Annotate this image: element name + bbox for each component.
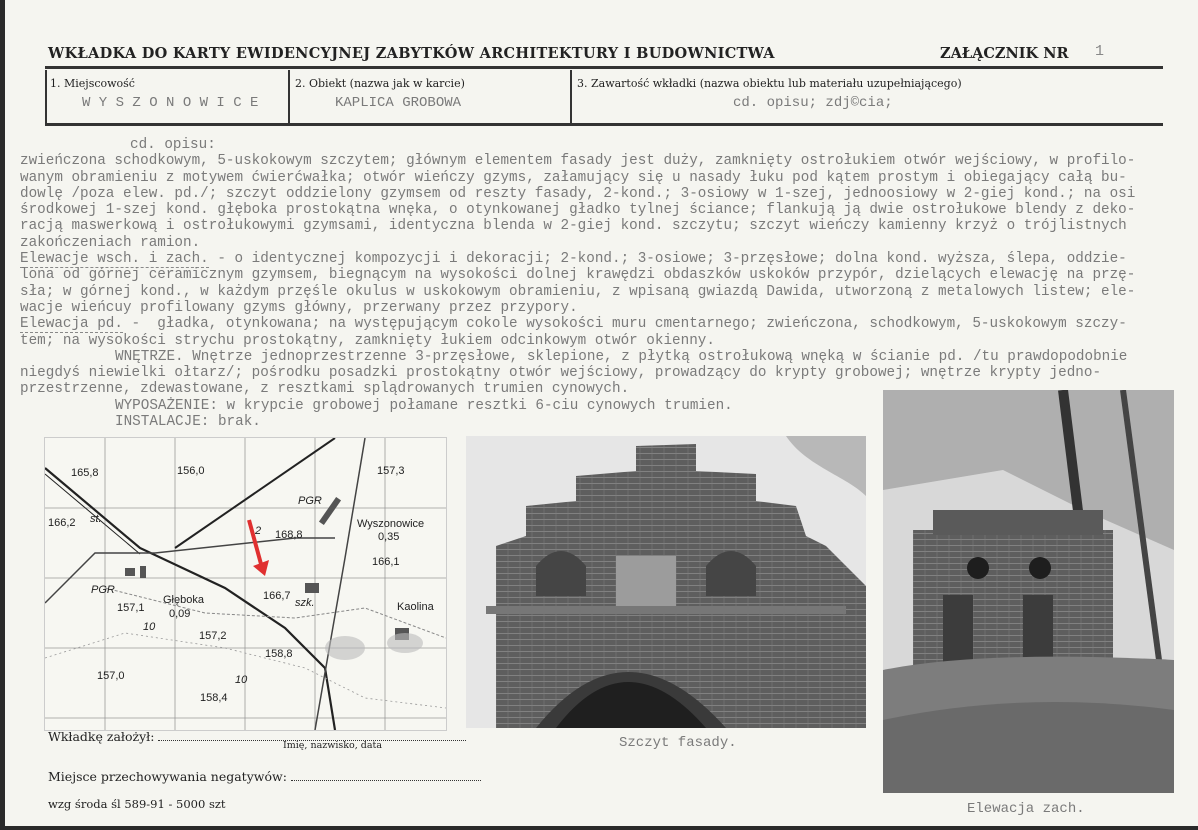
text: wanym obramieniu z motywem ćwierćwałka; otwór wieńczy gzyms, załamujący się u nasady łuku pod kątem prostym i obiegający całą bu- xyxy=(20,169,1127,186)
field-divider xyxy=(288,70,290,125)
map-label: 0,35 xyxy=(378,531,400,543)
text: WNĘTRZE. Wnętrze jednoprzestrzenne 3-przęsłowe, sklepione, z płytką ostrołukową wnęką w ścianie pd. /tu prawdopodobnie xyxy=(115,348,1128,365)
facade-photo xyxy=(466,436,866,728)
field-value-locality: W Y S Z O N O W I C E xyxy=(82,95,259,111)
negatives-row xyxy=(48,769,481,784)
field-divider xyxy=(45,70,47,125)
document-title: WKŁADKA DO KARTY EWIDENCYJNEJ ZABYTKÓW ARCHITEKTURY I BUDOWNICTWA xyxy=(48,45,775,62)
header-rule-top xyxy=(45,66,1163,69)
map-label: 157,2 xyxy=(199,630,227,642)
description-line xyxy=(20,218,1135,234)
text: lona od górnej ceramicznym gzymsem, biegnącym na wysokości dolnej krawędzi obdaszków uskoków przypór, dzielących elewację na przę- xyxy=(20,267,1136,284)
text: zakończeniach ramion. xyxy=(20,234,201,251)
description-line xyxy=(20,365,1135,381)
created-by-row xyxy=(48,729,466,744)
map-label: PGR xyxy=(91,584,115,596)
map-label: 157,1 xyxy=(117,602,145,614)
description-line xyxy=(20,202,1135,218)
description-text xyxy=(20,137,1135,430)
annex-label: ZAŁĄCZNIK NR xyxy=(940,45,1069,62)
text: cd. opisu: xyxy=(130,137,216,153)
text: - o identycznej kompozycji i dekoracji; 2-kond.; 3-osiowe; 3-przęsłowe; dolna kond. wyższa, ślepa, oddzie- xyxy=(208,251,1127,268)
map-label: 2 xyxy=(255,525,262,537)
field-label-object: 2. Obiekt (nazwa jak w karcie) xyxy=(295,77,465,90)
negatives-field[interactable] xyxy=(291,780,481,781)
text: środkowej 1-szej kond. głęboka prostokątna wnęka, o otynkowanej gładko tylnej ściance; flankują ją dwie ostrołukowe blendy z deko- xyxy=(20,202,1136,219)
west-elevation-photo xyxy=(883,390,1174,793)
description-line xyxy=(20,267,1135,283)
map-label-town: Kaolina xyxy=(397,601,434,613)
print-info: wzg środa śl 589-91 - 5000 szt xyxy=(48,797,226,811)
description-line xyxy=(20,300,1135,316)
elevation-caption: Elewacja zach. xyxy=(967,801,1085,817)
map-label: 0,09 xyxy=(169,608,191,620)
text: dowlę /poza elew. pd./; szczyt oddzielony gzymsem od reszty fasady, 2-kond.; 3-osiowy w 1-szej, jednoosiowy w 2-giej kond.; na osi xyxy=(20,185,1136,202)
description-line xyxy=(20,170,1135,186)
text: INSTALACJE: brak. xyxy=(115,414,261,431)
text: przestrzenne, zdewastowane, z resztkami splądrowanych trumien cynowych. xyxy=(20,381,630,398)
description-line xyxy=(20,137,1135,153)
description-line xyxy=(20,349,1135,365)
facade-caption: Szczyt fasady. xyxy=(619,735,737,751)
description-line xyxy=(20,251,1135,267)
map-label: 10 xyxy=(143,621,156,633)
map-label: 166,2 xyxy=(48,517,76,529)
map-label: st. xyxy=(90,513,102,525)
text: wacje wieńcuy profilowany gzyms główny, przerwany przez przypory. xyxy=(20,299,578,316)
description-line xyxy=(20,235,1135,251)
description-line xyxy=(20,284,1135,300)
description-line xyxy=(20,186,1135,202)
map-label: 10 xyxy=(235,674,248,686)
map-label: 168,8 xyxy=(275,529,303,541)
section-heading: Elewacje wsch. i zach. xyxy=(20,251,209,268)
map-label: szk. xyxy=(295,597,315,609)
map-label: PGR xyxy=(298,495,322,507)
field-label-contents: 3. Zawartość wkładki (nazwa obiektu lub materiału uzupełniającego) xyxy=(577,77,962,90)
field-value-contents: cd. opisu; zdj©cia; xyxy=(733,95,893,111)
created-by-hint: Imię, nazwisko, data xyxy=(283,740,383,751)
description-line xyxy=(20,153,1135,169)
text: racją maswerkową i ostrołukowymi gzymsami, identyczna blenda w 2-giej kond. szczytu; szczyt wieńczy kamienny krzyż o trójlistnych xyxy=(20,218,1127,235)
map-label: 157,0 xyxy=(97,670,125,682)
map-label-town: Głęboka xyxy=(163,594,204,606)
map-label: 158,8 xyxy=(265,648,293,660)
description-line xyxy=(20,316,1135,332)
map-label: 156,0 xyxy=(177,465,205,477)
text: zwieńczona schodkowym, 5-uskokowym szczytem; głównym elementem fasady jest duży, zamknięty ostrołukiem otwór wejściowy, w profilo- xyxy=(20,153,1136,170)
record-sheet xyxy=(5,0,1198,826)
location-map xyxy=(44,437,447,731)
map-label: 158,4 xyxy=(200,692,228,704)
map-label-town: Wyszonowice xyxy=(357,518,425,530)
negatives-label: Miejsce przechowywania negatywów: xyxy=(48,769,287,784)
map-label: 157,3 xyxy=(377,465,405,477)
description-line xyxy=(20,333,1135,349)
map-label: 166,1 xyxy=(372,556,400,568)
header-rule-bottom xyxy=(45,123,1163,126)
field-label-locality: 1. Miejscowość xyxy=(50,77,135,90)
text: sła; w górnej kond., w każdym przęśle okulus w uskokowym obramieniu, z wpisaną gwiazdą Dawida, utworzoną z metalowych listew; ele- xyxy=(20,283,1136,300)
created-by-label: Wkładkę założył: xyxy=(48,729,155,744)
map-label: 165,8 xyxy=(71,467,99,479)
field-value-object: KAPLICA GROBOWA xyxy=(335,95,462,111)
field-divider xyxy=(570,70,572,125)
text: WYPOSAŻENIE: w krypcie grobowej połamane resztki 6-ciu cynowych trumien. xyxy=(115,397,733,414)
map-label: 166,7 xyxy=(263,590,291,602)
annex-number: 1 xyxy=(1095,43,1105,60)
section-heading: Elewacja pd. xyxy=(20,316,123,333)
text: tem; na wysokości strychu prostokątny, zamknięty łukiem odcinkowym otwór okienny. xyxy=(20,332,715,349)
text: - gładka, otynkowana; na występującym cokole wysokości muru cmentarnego; zwieńczona, schodkowym, 5-uskokowym szczy- xyxy=(122,316,1127,333)
text: niegdyś niewielki ołtarz/; pośrodku posadzki prostokątny otwór wejściowy, prowadzący do krypty grobowej; wnętrze krypty jedno- xyxy=(20,365,1102,382)
